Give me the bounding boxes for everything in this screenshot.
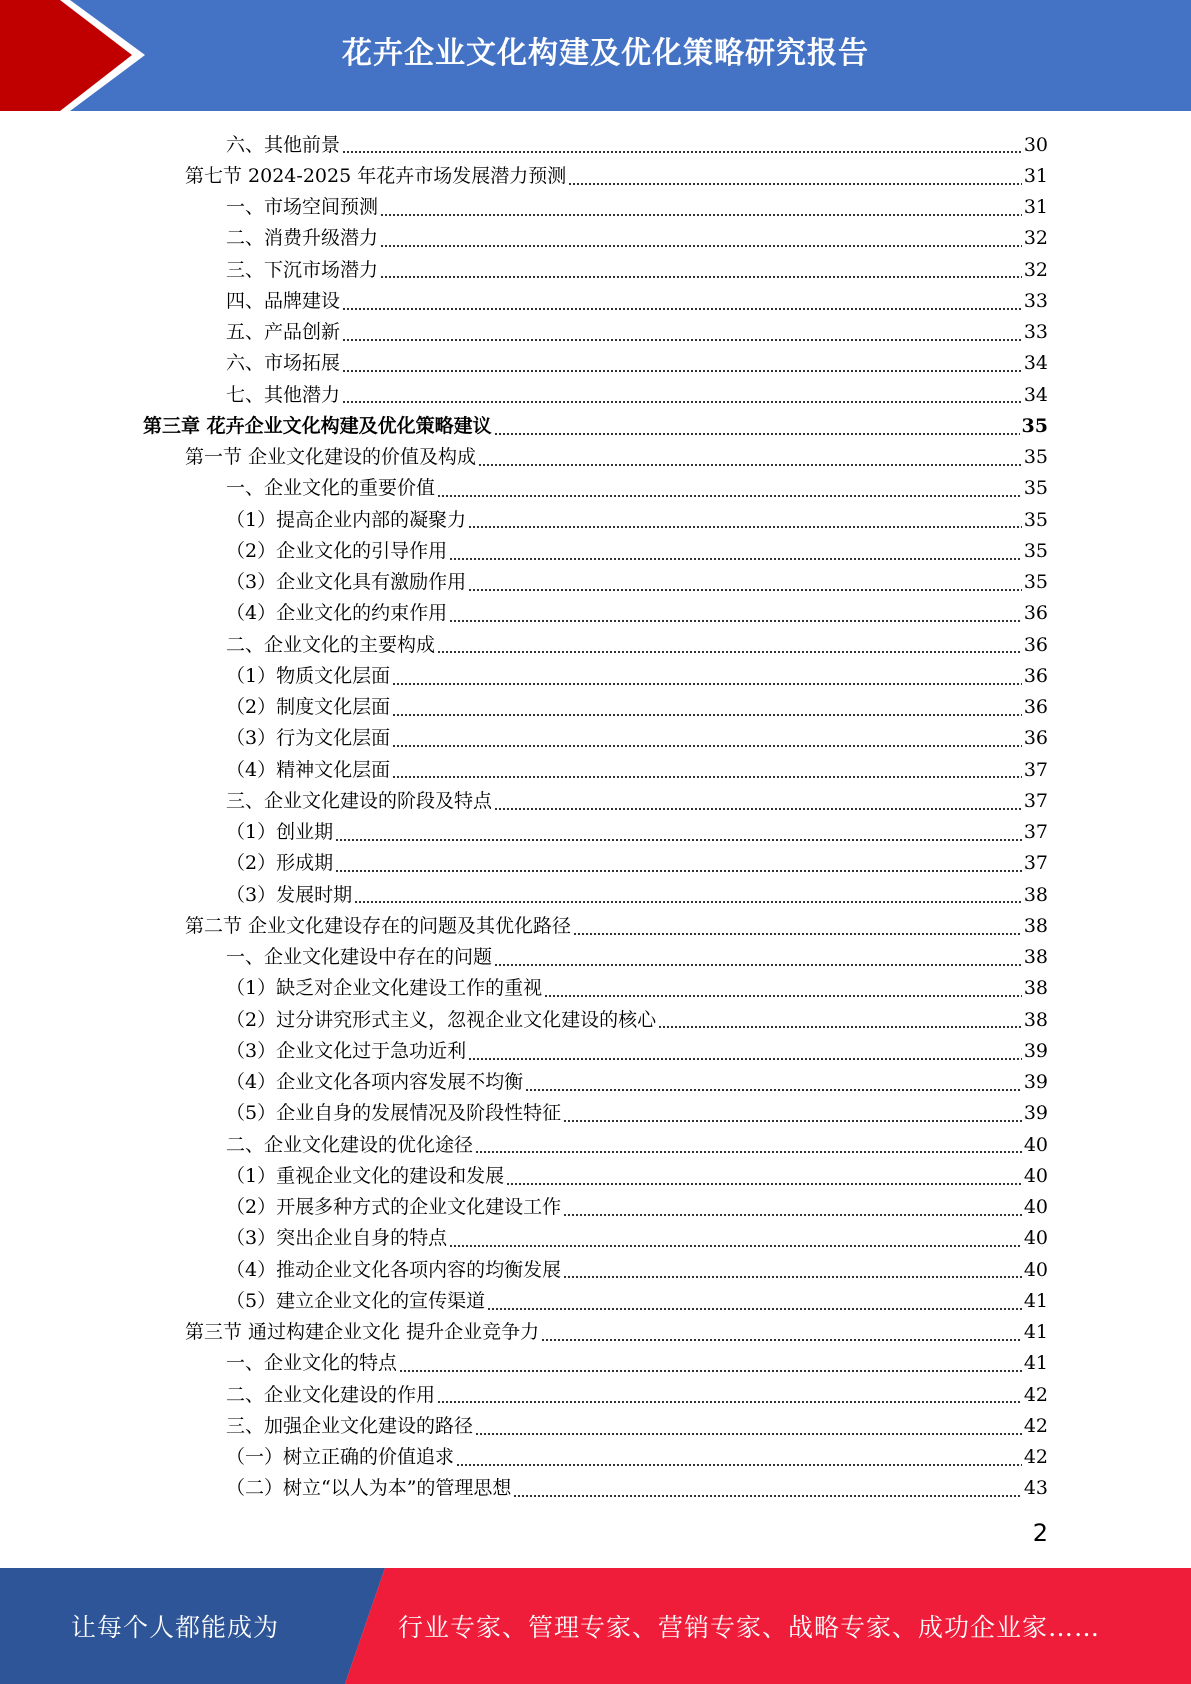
toc-entry-title: 三、下沉市场潜力 [226, 258, 379, 281]
toc-entry-page: 30 [1023, 133, 1048, 156]
footer-slogan-left: 让每个人都能成为 [70, 1613, 279, 1642]
toc-dot-leader [494, 964, 1022, 966]
toc-entry[interactable] [0, 848, 1191, 879]
toc-dot-leader [342, 308, 1022, 310]
toc-entry-page: 36 [1023, 696, 1048, 719]
toc-entry-title: （5）企业自身的发展情况及阶段性特征 [226, 1102, 562, 1125]
toc-entry-page: 32 [1023, 227, 1048, 250]
toc-entry[interactable] [0, 973, 1191, 1004]
toc-entry[interactable] [0, 1285, 1191, 1316]
toc-entry-page: 41 [1023, 1321, 1048, 1344]
toc-entry-page: 35 [1023, 446, 1048, 469]
toc-entry-title: （1）提高企业内部的凝聚力 [226, 508, 467, 531]
toc-entry-page: 31 [1023, 164, 1048, 187]
toc-entry-title: （1）重视企业文化的建设和发展 [226, 1164, 505, 1187]
toc-entry-title: 一、企业文化建设中存在的问题 [226, 946, 493, 969]
toc-entry[interactable] [0, 535, 1191, 566]
toc-entry-page: 41 [1023, 1352, 1048, 1375]
toc-entry-title: 六、市场拓展 [226, 352, 341, 375]
toc-entry-page: 33 [1023, 289, 1048, 312]
toc-entry-page: 42 [1023, 1414, 1048, 1437]
toc-entry[interactable] [0, 1035, 1191, 1066]
toc-entry-title: （3）企业文化过于急功近利 [226, 1039, 467, 1062]
toc-entry[interactable] [0, 504, 1191, 535]
toc-entry[interactable] [0, 442, 1191, 473]
toc-entry[interactable] [0, 1129, 1191, 1160]
toc-entry[interactable] [0, 942, 1191, 973]
toc-entry-title: （1）创业期 [226, 821, 334, 844]
toc-entry[interactable] [0, 1410, 1191, 1441]
toc-entry[interactable] [0, 160, 1191, 191]
toc-entry-title: 第三章 花卉企业文化构建及优化策略建议 [143, 414, 492, 437]
toc-entry-page: 39 [1023, 1071, 1048, 1094]
toc-entry-title: （2）开展多种方式的企业文化建设工作 [226, 1196, 562, 1219]
toc-entry-page: 37 [1023, 789, 1048, 812]
toc-dot-leader [544, 995, 1022, 997]
toc-dot-leader [487, 1308, 1022, 1310]
toc-entry-title: （5）建立企业文化的宣传渠道 [226, 1289, 486, 1312]
toc-dot-leader [563, 1120, 1022, 1122]
toc-dot-leader [437, 495, 1022, 497]
toc-entry-page: 38 [1023, 946, 1048, 969]
toc-entry-title: （4）精神文化层面 [226, 758, 391, 781]
toc-entry-title: 第一节 企业文化建设的价值及构成 [185, 446, 477, 469]
toc-entry-page: 41 [1023, 1289, 1048, 1312]
toc-dot-leader [354, 901, 1022, 903]
toc-entry-page: 39 [1023, 1039, 1048, 1062]
toc-dot-leader [437, 651, 1022, 653]
toc-entry-page: 38 [1023, 883, 1048, 906]
footer-slogan-right: 行业专家、管理专家、营销专家、战略专家、成功企业家…… [398, 1613, 1101, 1642]
toc-dot-leader [380, 214, 1022, 216]
toc-dot-leader [525, 1089, 1022, 1091]
toc-entry[interactable] [0, 1317, 1191, 1348]
toc-entry[interactable] [0, 629, 1191, 660]
toc-entry-page: 35 [1023, 477, 1048, 500]
toc-entry[interactable] [0, 598, 1191, 629]
toc-dot-leader [456, 1464, 1022, 1466]
toc-entry[interactable] [0, 754, 1191, 785]
toc-entry[interactable] [0, 348, 1191, 379]
toc-dot-leader [506, 1183, 1022, 1185]
toc-dot-leader [342, 151, 1022, 153]
toc-entry[interactable] [0, 1192, 1191, 1223]
toc-entry[interactable] [0, 723, 1191, 754]
toc-dot-leader [468, 1058, 1022, 1060]
toc-entry-title: （3）行为文化层面 [226, 727, 391, 750]
toc-entry-page: 36 [1023, 664, 1048, 687]
toc-entry[interactable] [0, 254, 1191, 285]
toc-entry[interactable] [0, 1098, 1191, 1129]
toc-dot-leader [475, 1151, 1022, 1153]
toc-entry[interactable] [0, 660, 1191, 691]
toc-entry-title: 五、产品创新 [226, 321, 341, 344]
toc-entry[interactable] [0, 1004, 1191, 1035]
toc-entry-title: 第七节 2024-2025 年花卉市场发展潜力预测 [185, 164, 567, 187]
toc-entry[interactable] [0, 692, 1191, 723]
page-footer [0, 1568, 1191, 1684]
toc-entry-page: 35 [1023, 571, 1048, 594]
toc-entry[interactable] [0, 785, 1191, 816]
toc-dot-leader [437, 1401, 1022, 1403]
toc-dot-leader [392, 683, 1022, 685]
toc-entry-page: 38 [1023, 914, 1048, 937]
toc-entry-title: （4）推动企业文化各项内容的均衡发展 [226, 1258, 562, 1281]
toc-entry-page: 36 [1023, 633, 1048, 656]
toc-entry-page: 32 [1023, 258, 1048, 281]
toc-entry[interactable] [0, 1442, 1191, 1473]
toc-entry-title: 第三节 通过构建企业文化 提升企业竞争力 [185, 1321, 540, 1344]
toc-entry-title: （3）企业文化具有激励作用 [226, 571, 467, 594]
toc-entry-title: （4）企业文化各项内容发展不均衡 [226, 1071, 524, 1094]
toc-entry[interactable] [0, 1254, 1191, 1285]
toc-entry[interactable] [0, 223, 1191, 254]
toc-entry-page: 38 [1023, 977, 1048, 1000]
toc-dot-leader [335, 870, 1022, 872]
toc-entry-title: 一、企业文化的重要价值 [226, 477, 436, 500]
toc-dot-leader [392, 745, 1022, 747]
toc-entry-page: 40 [1023, 1227, 1048, 1250]
toc-dot-leader [563, 1214, 1022, 1216]
toc-entry-title: 三、企业文化建设的阶段及特点 [226, 789, 493, 812]
table-of-contents [0, 129, 1191, 1504]
toc-dot-leader [478, 464, 1022, 466]
toc-dot-leader [475, 1433, 1022, 1435]
toc-entry[interactable] [0, 1223, 1191, 1254]
toc-entry-title: 二、企业文化建设的作用 [226, 1383, 436, 1406]
toc-entry[interactable] [0, 1379, 1191, 1410]
toc-dot-leader [563, 1276, 1022, 1278]
toc-dot-leader [494, 808, 1022, 810]
toc-entry-title: （3）发展时期 [226, 883, 353, 906]
toc-entry[interactable] [0, 1348, 1191, 1379]
toc-entry-title: 一、企业文化的特点 [226, 1352, 398, 1375]
toc-entry-page: 35 [1023, 539, 1048, 562]
toc-entry-title: 第二节 企业文化建设存在的问题及其优化路径 [185, 914, 572, 937]
toc-dot-leader [342, 401, 1022, 403]
toc-dot-leader [658, 1026, 1022, 1028]
toc-dot-leader [468, 589, 1022, 591]
toc-entry[interactable] [0, 1067, 1191, 1098]
toc-entry-page: 39 [1023, 1102, 1048, 1125]
toc-entry-title: （2）制度文化层面 [226, 696, 391, 719]
toc-entry[interactable] [0, 129, 1191, 160]
toc-entry-page: 34 [1023, 352, 1048, 375]
toc-entry-title: 二、企业文化的主要构成 [226, 633, 436, 656]
toc-entry-title: 二、企业文化建设的优化途径 [226, 1133, 474, 1156]
toc-entry[interactable] [0, 285, 1191, 316]
toc-entry-page: 31 [1023, 196, 1048, 219]
toc-entry-title: （1）物质文化层面 [226, 664, 391, 687]
toc-entry-page: 40 [1023, 1164, 1048, 1187]
toc-entry[interactable] [0, 1473, 1191, 1504]
toc-entry-title: （4）企业文化的约束作用 [226, 602, 448, 625]
report-title: 花卉企业文化构建及优化策略研究报告 [342, 36, 869, 71]
toc-entry[interactable] [0, 879, 1191, 910]
toc-entry-page: 35 [1023, 508, 1048, 531]
toc-dot-leader [494, 433, 1020, 435]
toc-entry-title: 一、市场空间预测 [226, 196, 379, 219]
toc-entry-page: 36 [1023, 602, 1048, 625]
toc-entry-page: 42 [1023, 1383, 1048, 1406]
toc-dot-leader [449, 620, 1022, 622]
toc-entry-page: 40 [1023, 1258, 1048, 1281]
toc-entry-title: 六、其他前景 [226, 133, 341, 156]
toc-dot-leader [468, 526, 1022, 528]
toc-entry-page: 34 [1023, 383, 1048, 406]
toc-entry-title: 七、其他潜力 [226, 383, 341, 406]
toc-entry[interactable] [0, 317, 1191, 348]
toc-entry-page: 37 [1023, 821, 1048, 844]
toc-entry-title: 三、加强企业文化建设的路径 [226, 1414, 474, 1437]
toc-dot-leader [568, 183, 1022, 185]
toc-dot-leader [335, 839, 1022, 841]
toc-dot-leader [380, 245, 1022, 247]
toc-dot-leader [449, 558, 1022, 560]
toc-entry-title: 四、品牌建设 [226, 289, 341, 312]
toc-entry-title: （2）形成期 [226, 852, 334, 875]
toc-entry-page: 37 [1023, 758, 1048, 781]
toc-entry-title: 二、消费升级潜力 [226, 227, 379, 250]
page-header [0, 0, 1191, 111]
toc-entry-title: （二）树立“以人为本”的管理思想 [226, 1477, 512, 1500]
toc-dot-leader [342, 370, 1022, 372]
toc-dot-leader [392, 714, 1022, 716]
toc-dot-leader [573, 933, 1022, 935]
toc-entry-title: （1）缺乏对企业文化建设工作的重视 [226, 977, 543, 1000]
toc-entry-page: 38 [1023, 1008, 1048, 1031]
toc-dot-leader [513, 1495, 1021, 1497]
toc-entry[interactable] [0, 473, 1191, 504]
toc-entry[interactable] [0, 567, 1191, 598]
toc-entry-title: （2）企业文化的引导作用 [226, 539, 448, 562]
toc-entry-title: （3）突出企业自身的特点 [226, 1227, 448, 1250]
toc-entry-page: 33 [1023, 321, 1048, 344]
page-number: 2 [1032, 1519, 1048, 1547]
toc-entry-title: （2）过分讲究形式主义，忽视企业文化建设的核心 [226, 1008, 657, 1031]
toc-entry-page: 36 [1023, 727, 1048, 750]
toc-entry-title: （一）树立正确的价值追求 [226, 1446, 455, 1469]
toc-entry-page: 43 [1023, 1477, 1048, 1500]
toc-entry[interactable] [0, 379, 1191, 410]
toc-dot-leader [380, 276, 1022, 278]
toc-dot-leader [342, 339, 1022, 341]
toc-entry-page: 40 [1023, 1133, 1048, 1156]
toc-dot-leader [541, 1339, 1022, 1341]
toc-dot-leader [449, 1245, 1022, 1247]
toc-entry[interactable] [0, 192, 1191, 223]
toc-entry[interactable] [0, 1160, 1191, 1191]
toc-entry-page: 37 [1023, 852, 1048, 875]
toc-entry-page: 40 [1023, 1196, 1048, 1219]
toc-dot-leader [399, 1370, 1022, 1372]
toc-entry-page: 42 [1023, 1446, 1048, 1469]
toc-entry[interactable] [0, 410, 1191, 441]
toc-dot-leader [392, 776, 1022, 778]
toc-entry[interactable] [0, 817, 1191, 848]
toc-entry-page: 35 [1021, 414, 1048, 437]
toc-entry[interactable] [0, 910, 1191, 941]
